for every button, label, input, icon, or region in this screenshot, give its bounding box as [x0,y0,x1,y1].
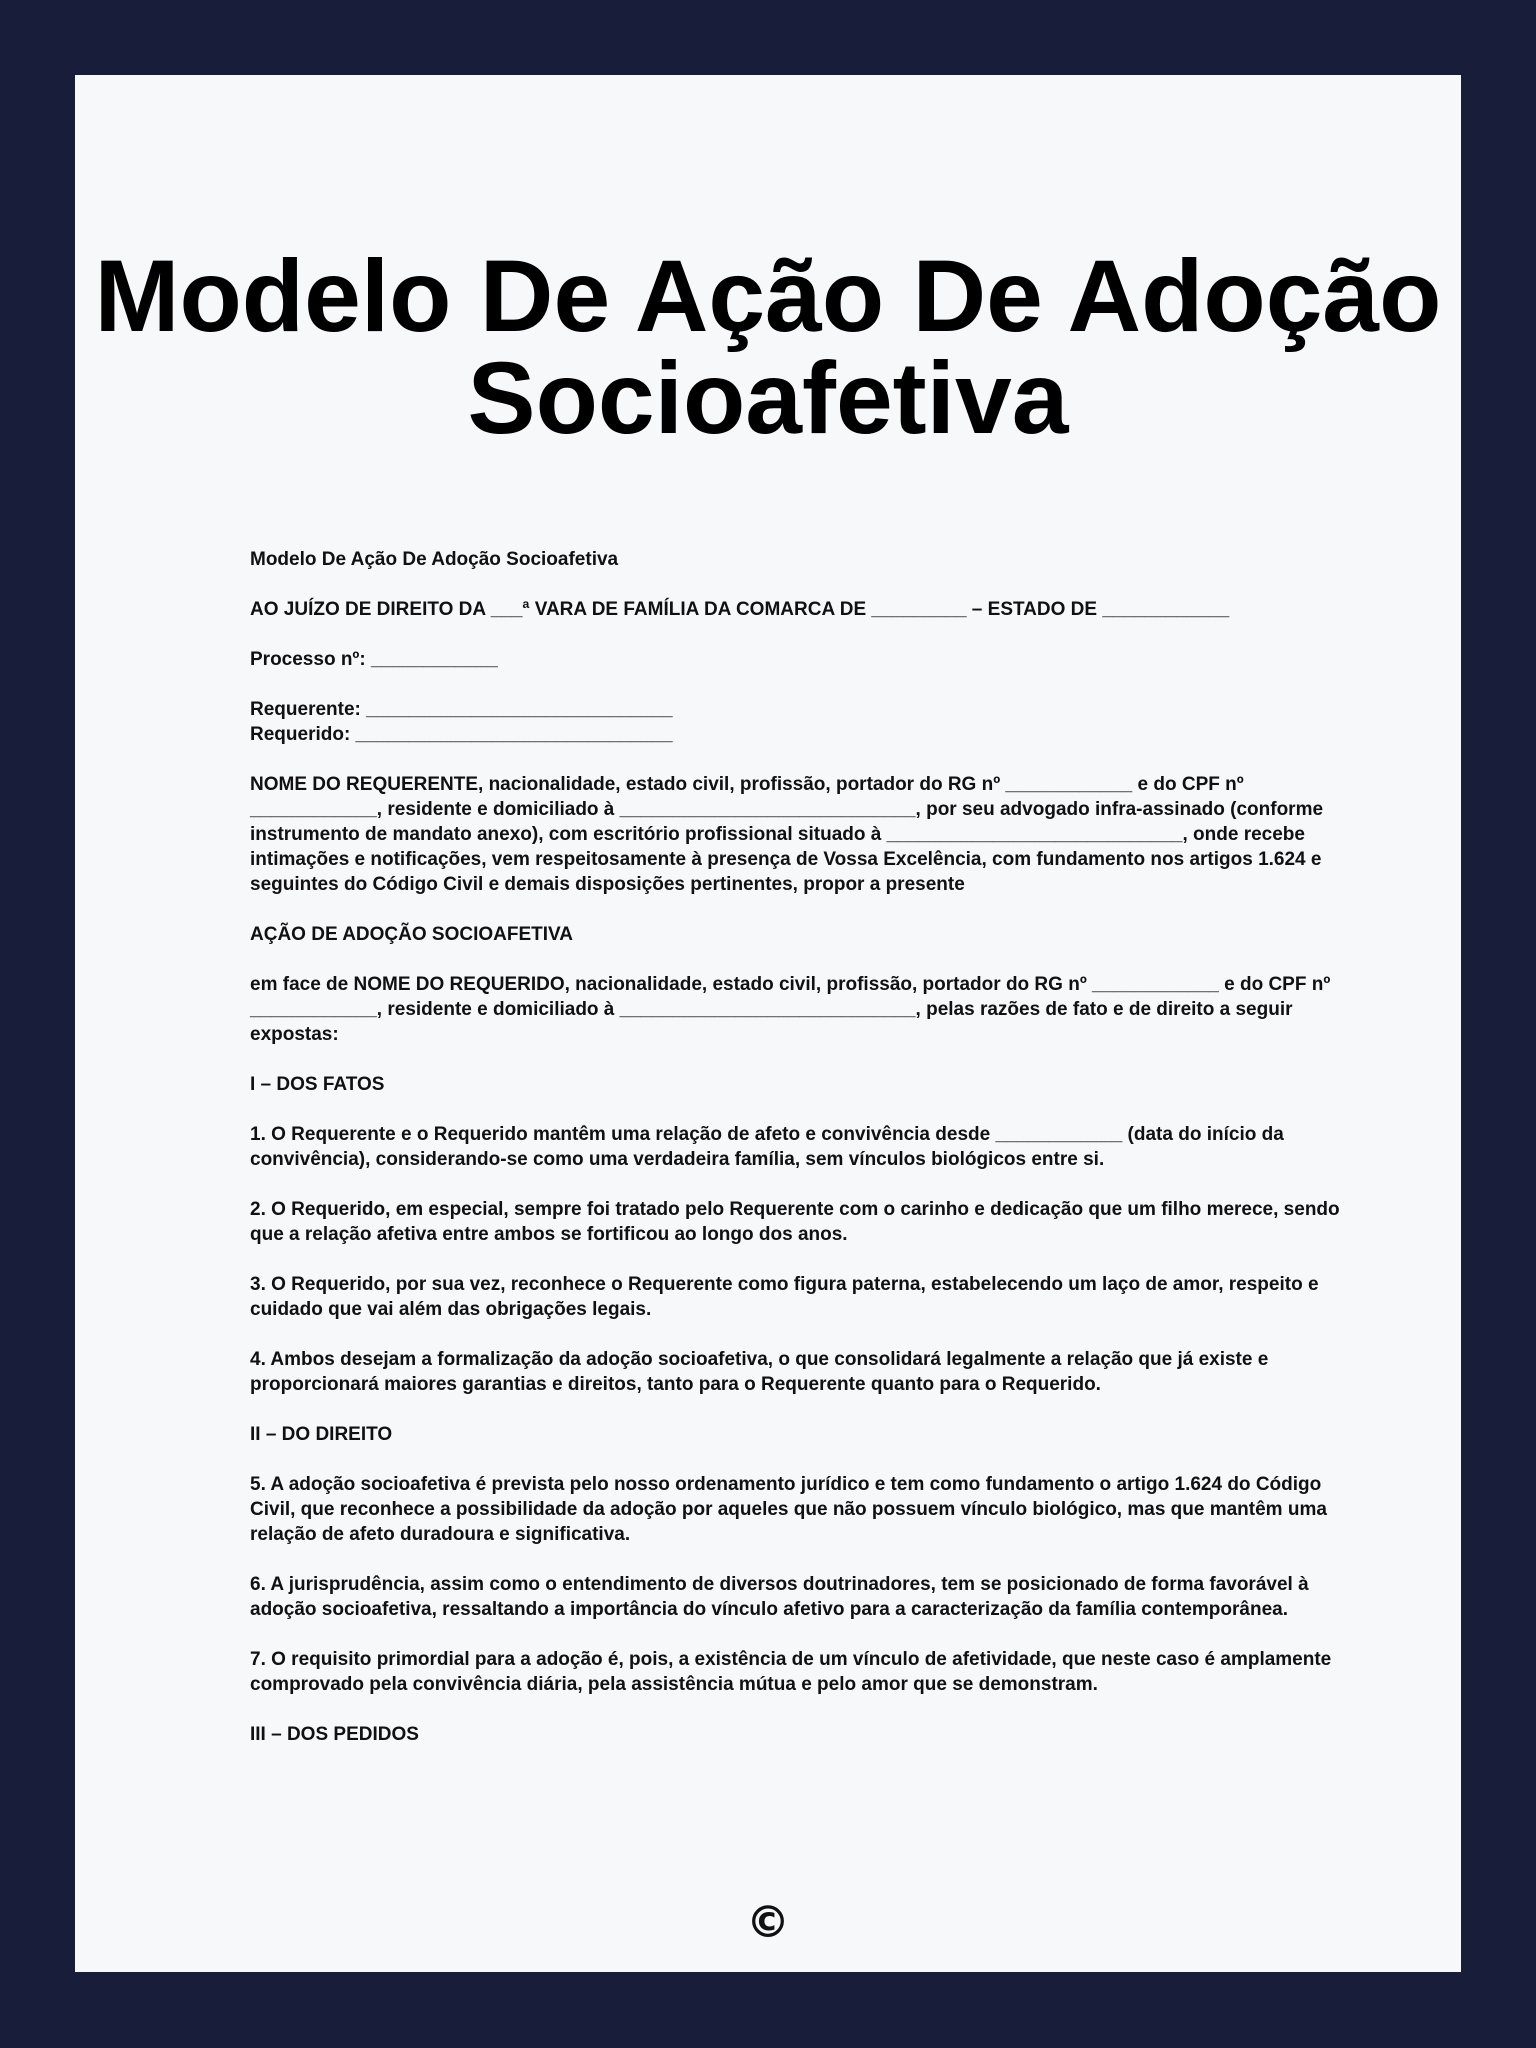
paragraph-2: 2. O Requerido, em especial, sempre foi tratado pelo Requerente com o carinho e dedicação que um filho merece, sendo que a relação afetiva entre ambos se fortificou ao longo dos anos. [250,1199,1340,1245]
paragraph-5: 5. A adoção socioafetiva é prevista pelo nosso ordenamento jurídico e tem como fundamento o artigo 1.624 do Código Civil, que reconhece a possibilidade da adoção por aqueles que não possuem vínculo biológico, mas que mantêm uma relação de afeto duradoura e significativa. [250,1474,1327,1545]
court-address: AO JUÍZO DE DIREITO DA ___ª VARA DE FAMÍLIA DA COMARCA DE _________ – ESTADO DE ____________ [250,599,1230,620]
defendant-line: Requerido: ______________________________ [250,724,673,745]
document-page [75,75,1461,1972]
paragraph-4: 4. Ambos desejam a formalização da adoção socioafetiva, o que consolidará legalmente a relação que já existe e proporcionará maiores garantias e direitos, tanto para o Requerente quanto para o Requerido. [250,1349,1269,1395]
paragraph-1: 1. O Requerente e o Requerido mantêm uma relação de afeto e convivência desde ____________ (data do início da convivência), considerando-se como uma verdadeira família, sem vínculos biológicos entre si. [250,1124,1284,1170]
section-heading-facts: I – DOS FATOS [250,1074,385,1095]
section-heading-requests: III – DOS PEDIDOS [250,1724,419,1745]
defendant-qualification: em face de NOME DO REQUERIDO, nacionalidade, estado civil, profissão, portador do RG nº ____________ e do CPF nº ____________, residente e domiciliado à ____________________________, pelas razões de fato e de direito a seguir expostas: [250,974,1331,1045]
plaintiff-line: Requerente: _____________________________ [250,699,673,720]
paragraph-7: 7. O requisito primordial para a adoção é, pois, a existência de um vínculo de afetividade, que neste caso é amplamente comprovado pela convivência diária, pela assistência mútua e pelo amor que se demonstram. [250,1649,1332,1695]
paragraph-3: 3. O Requerido, por sua vez, reconhece o Requerente como figura paterna, estabelecendo um laço de amor, respeito e cuidado que vai além das obrigações legais. [250,1274,1319,1320]
document-heading: Modelo De Ação De Adoção Socioafetiva [250,549,619,570]
paragraph-6: 6. A jurisprudência, assim como o entendimento de diversos doutrinadores, tem se posicionado de forma favorável à adoção socioafetiva, ressaltando a importância do vínculo afetivo para a caracterização da família contemporânea. [250,1574,1309,1620]
action-title: AÇÃO DE ADOÇÃO SOCIOAFETIVA [250,924,574,945]
copyright-icon: © [746,1897,790,1948]
plaintiff-qualification: NOME DO REQUERENTE, nacionalidade, estado civil, profissão, portador do RG nº ____________ e do CPF nº ____________, residente e domiciliado à ____________________________, por seu advogado infra-assinado (conforme instrumento de mandato anexo), com escritório profissional situado à ____________________________, onde recebe intimações e notificações, vem respeitosamente à presença de Vossa Excelência, com fundamento nos artigos 1.624 e seguintes do Código Civil e demais disposições pertinentes, propor a presente [250,774,1324,895]
document-body [250,547,1360,1772]
section-heading-law: II – DO DIREITO [250,1424,393,1445]
page-title: Modelo De Ação De Adoção Socioafetiva [94,239,1442,455]
process-number: Processo nº: ____________ [250,649,498,670]
